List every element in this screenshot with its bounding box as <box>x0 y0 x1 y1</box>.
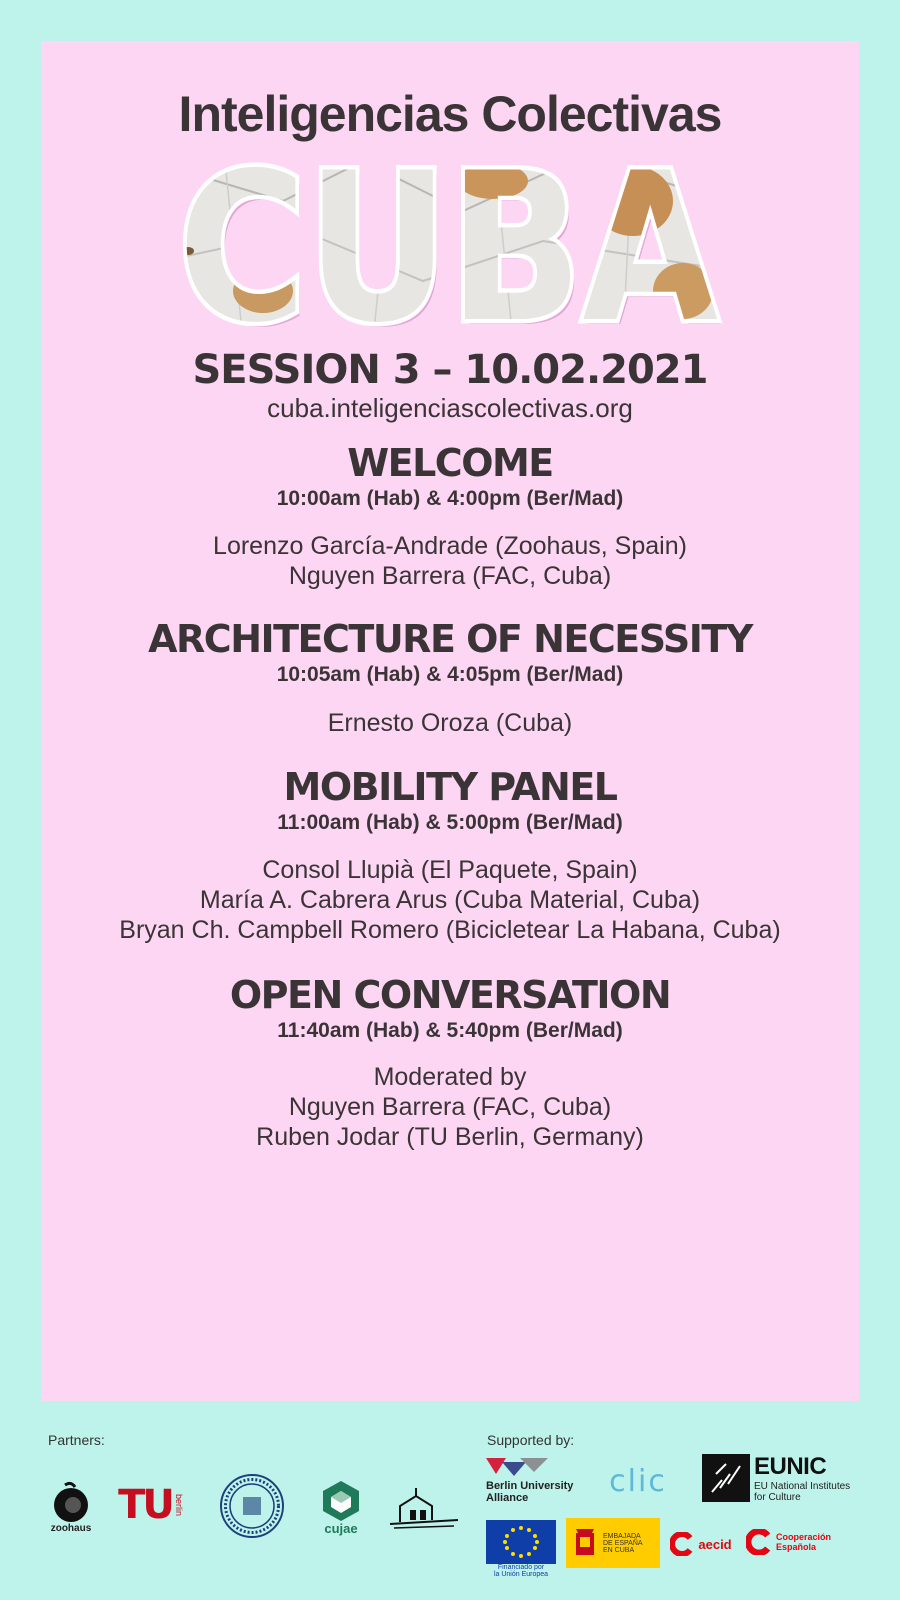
clic-logo <box>604 1458 672 1504</box>
spain-crest-icon <box>570 1525 600 1561</box>
speaker-line: Consol Llupià (El Paquete, Spain) <box>262 856 638 884</box>
eunic-logo <box>702 1452 860 1504</box>
eunic-sub1: EU National Institutes <box>754 1481 851 1492</box>
coop-line1: Cooperación <box>776 1532 832 1542</box>
svg-text:CUBA: CUBA <box>182 141 722 341</box>
tu-text: TU <box>118 1482 172 1528</box>
tu-berlin-text: berlin <box>173 1493 184 1516</box>
tu-berlin-logo <box>116 1480 186 1530</box>
speaker-line: Ruben Jodar (TU Berlin, Germany) <box>256 1123 644 1151</box>
section-mobility-title: MOBILITY PANEL <box>283 765 617 809</box>
cujae-icon <box>321 1479 361 1521</box>
speaker-line: Bryan Ch. Campbell Romero (Bicicletear La Habana, Cuba) <box>119 916 781 944</box>
eunic-icon <box>702 1454 750 1502</box>
zoohaus-logo <box>46 1472 96 1542</box>
eu-line1: Financiado por <box>497 1564 545 1571</box>
cuba-letters: CUBA <box>178 141 718 341</box>
coop-line2: Española <box>776 1542 817 1552</box>
building-logo <box>386 1484 462 1530</box>
section-welcome-time: 10:00am (Hab) & 4:00pm (Ber/Mad) <box>276 487 624 510</box>
embajada-line1: EMBAJADA <box>603 1532 641 1540</box>
speaker-line: Ernesto Oroza (Cuba) <box>327 709 573 737</box>
section-welcome-title: WELCOME <box>347 441 553 485</box>
supported-label: Supported by: <box>487 1432 575 1448</box>
building-icon <box>386 1484 462 1530</box>
embajada-line3: EN CUBA <box>603 1546 635 1554</box>
berlin-university-alliance-logo <box>486 1450 586 1512</box>
eu-flag-icon <box>486 1520 556 1564</box>
section-conversation-time: 11:40am (Hab) & 5:40pm (Ber/Mad) <box>277 1019 623 1042</box>
embajada-logo <box>566 1518 660 1568</box>
cujae-logo <box>316 1472 366 1542</box>
cooperacion-espanola-logo <box>746 1516 860 1568</box>
speaker-line: Lorenzo García-Andrade (Zoohaus, Spain) <box>213 532 687 560</box>
eunic-sub2: for Culture <box>754 1492 801 1503</box>
zoohaus-text: zoohaus <box>50 1522 92 1534</box>
cujae-text: cujae <box>324 1520 358 1536</box>
speaker-line: María A. Cabrera Arus (Cuba Material, Cuba) <box>199 886 701 914</box>
moderator-label: Moderated by <box>373 1063 527 1091</box>
session-date: SESSION 3 – 10.02.2021 <box>192 347 708 393</box>
university-seal-logo <box>218 1472 286 1540</box>
cuba-logo-graphic <box>163 141 733 341</box>
aecid-logo <box>666 1524 736 1564</box>
bua-line2: Alliance <box>486 1492 529 1504</box>
speaker-line: Nguyen Barrera (FAC, Cuba) <box>288 1093 612 1121</box>
zoohaus-icon <box>51 1481 91 1523</box>
section-architecture-title: ARCHITECTURE OF NECESSITY <box>148 617 752 661</box>
partners-label: Partners: <box>48 1432 105 1448</box>
event-title: Inteligencias Colectivas <box>178 86 722 142</box>
bua-icon <box>486 1458 550 1476</box>
cuba-logo <box>163 141 733 341</box>
clic-text: clic <box>609 1463 667 1499</box>
aecid-text: aecid <box>698 1536 732 1552</box>
seal-icon <box>219 1473 285 1539</box>
website-url: cuba.inteligenciascolectivas.org <box>267 393 633 423</box>
section-architecture-time: 10:05am (Hab) & 4:05pm (Ber/Mad) <box>276 663 624 686</box>
eunic-text: EUNIC <box>754 1453 827 1480</box>
section-conversation-title: OPEN CONVERSATION <box>229 973 671 1017</box>
poster <box>41 41 859 1401</box>
cooperacion-icon <box>746 1529 772 1555</box>
eu-line2: la Unión Europea <box>493 1571 549 1578</box>
speaker-line: Nguyen Barrera (FAC, Cuba) <box>288 562 612 590</box>
bua-line1: Berlin University <box>486 1480 574 1492</box>
eu-funding-logo <box>486 1516 556 1582</box>
aecid-icon <box>670 1532 694 1556</box>
section-mobility-time: 11:00am (Hab) & 5:00pm (Ber/Mad) <box>277 811 623 834</box>
embajada-line2: DE ESPAÑA <box>603 1539 643 1547</box>
